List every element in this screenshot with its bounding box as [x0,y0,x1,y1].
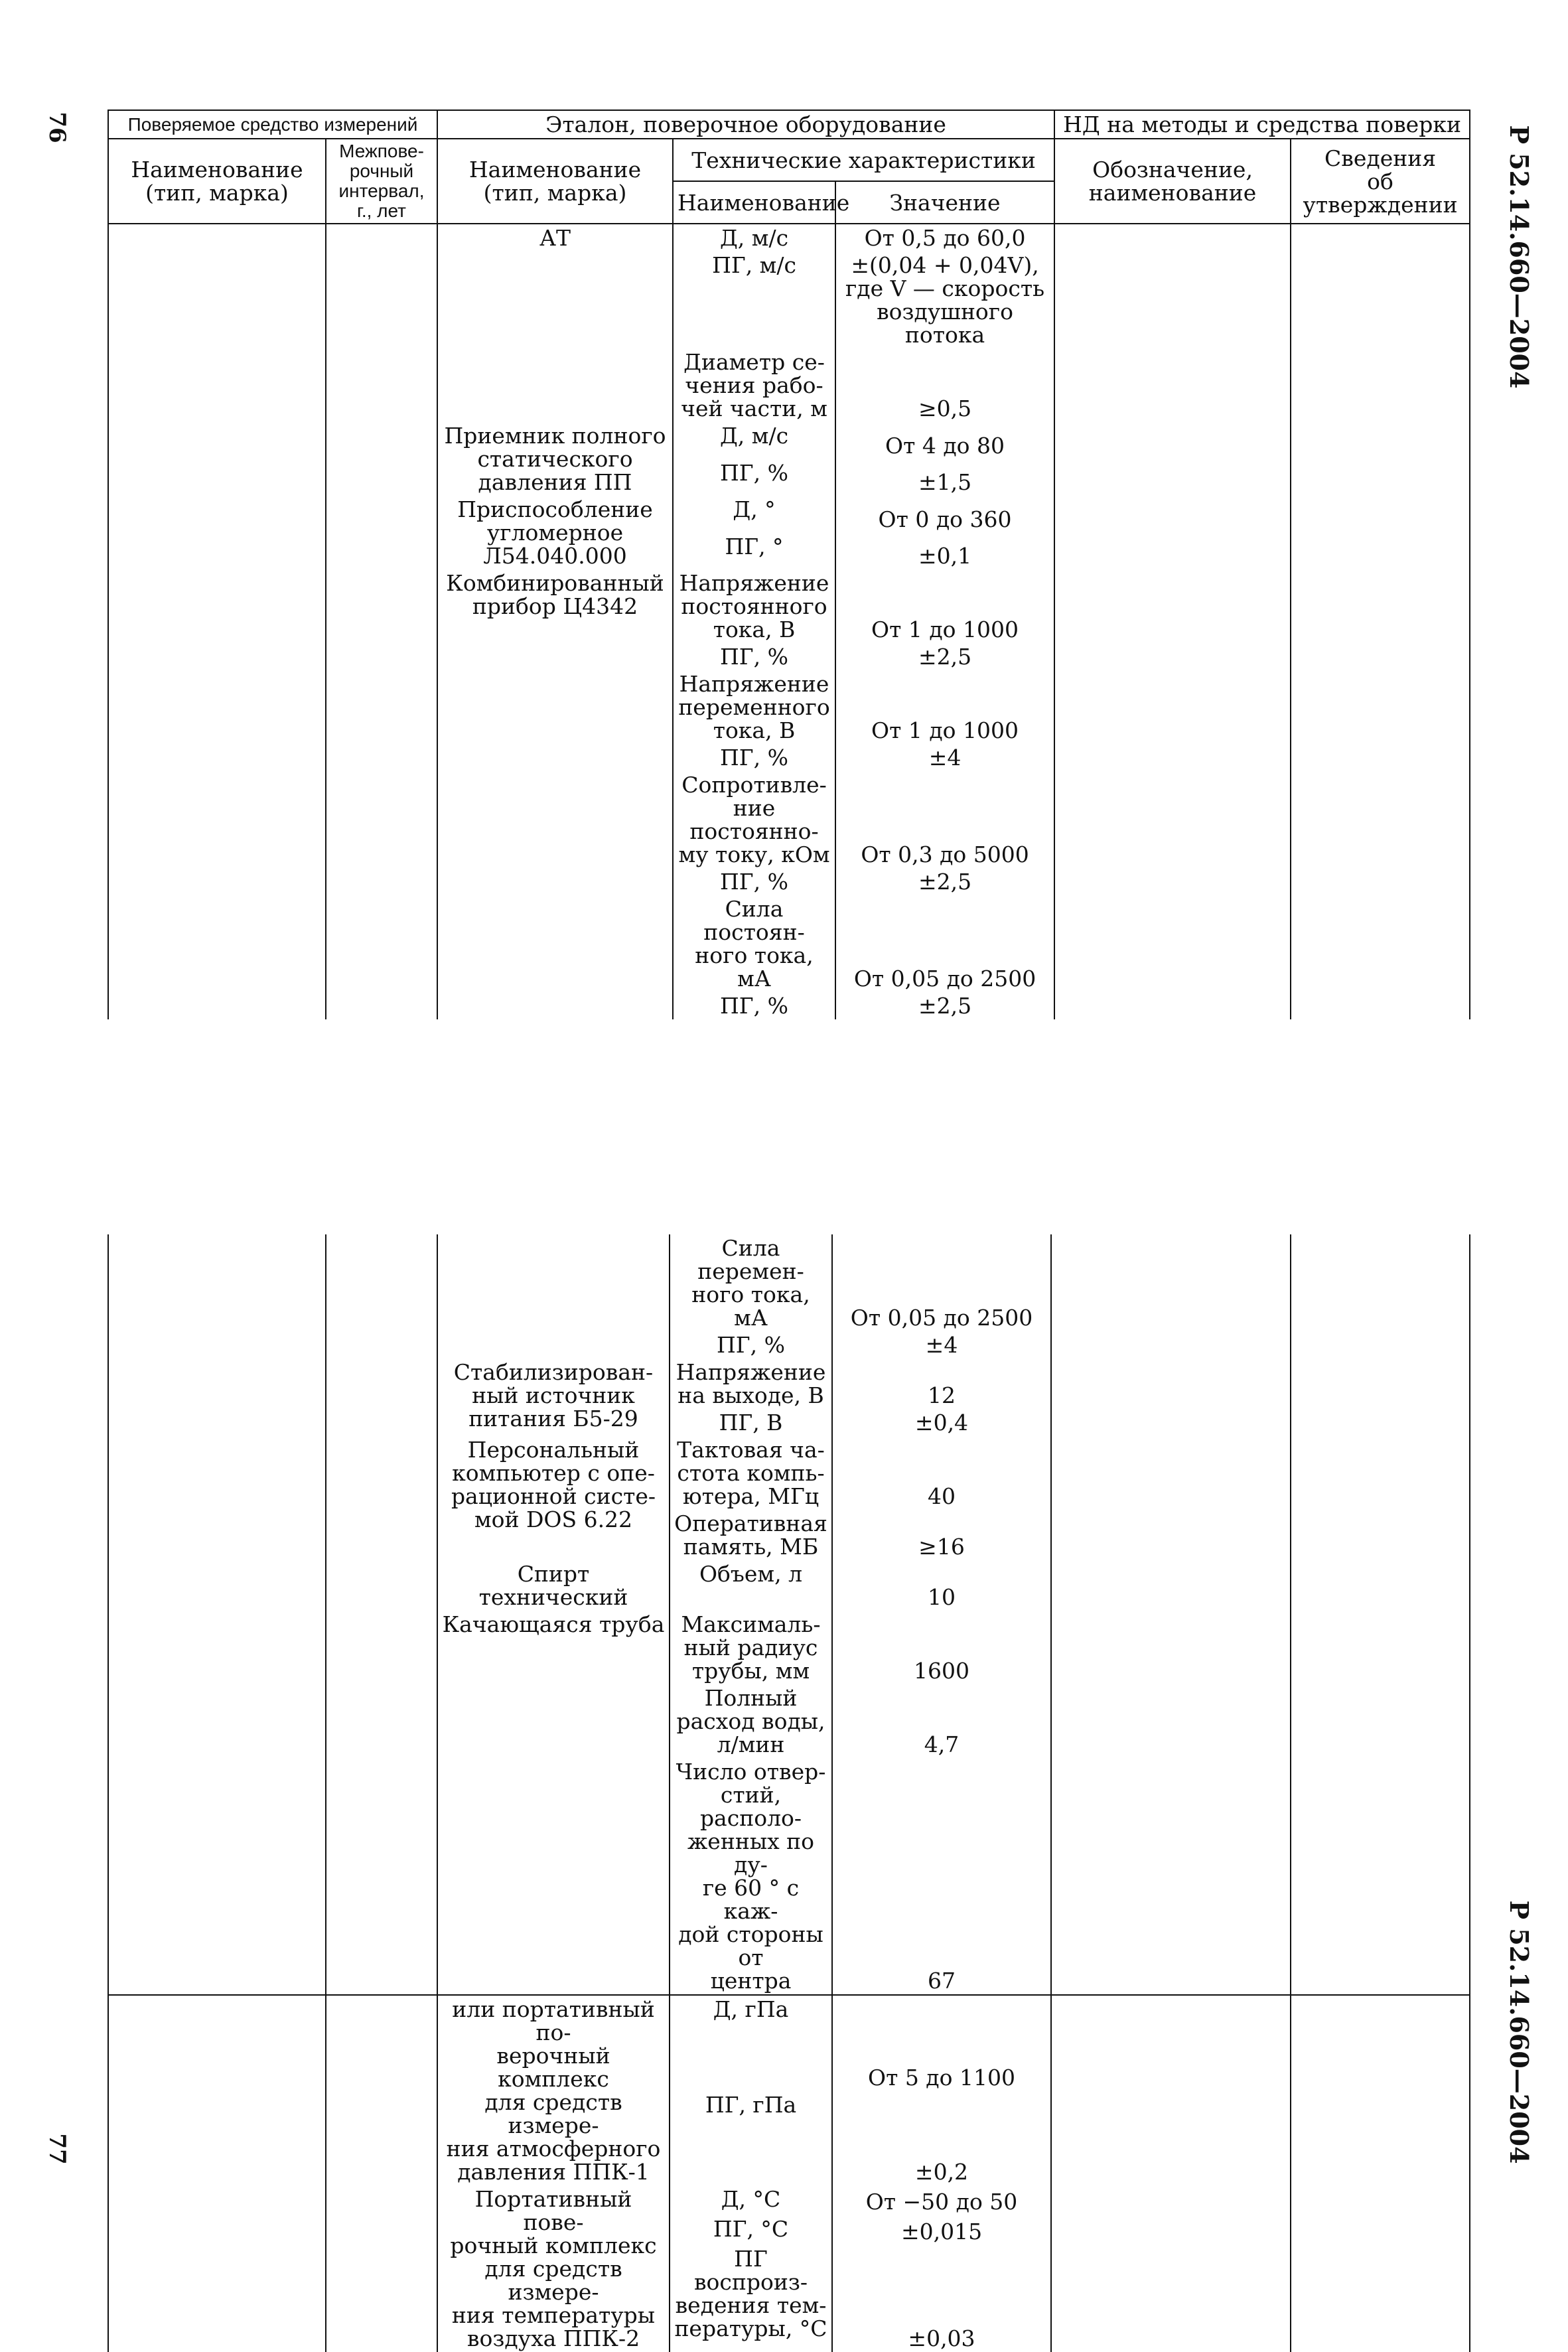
cell-nd-approval [1291,252,1470,348]
table-row [108,670,1470,744]
page-number-top: 76 [44,111,70,143]
cell-param-value: ±2,5 [835,868,1054,895]
header-interval: Межпове- рочный интервал, г., лет [326,139,437,224]
cell-standard-name: Качающаяся труба [437,1611,670,1995]
cell-param-value: ±2,5 [835,643,1054,670]
table-row [108,2185,1470,2215]
cell-standard-name: Комбинированный прибор Ц4342 [437,569,673,1019]
verification-table-lower [107,1234,1470,2352]
cell-nd-approval [1291,1359,1470,1409]
table-row [108,1510,1470,1560]
cell-nd-designation [1054,670,1291,744]
page-number-bottom: 77 [44,2133,70,2165]
header-name-type: Наименование (тип, марка) [108,139,326,224]
cell-nd-designation [1054,348,1291,422]
cell-param-name: Диаметр се- чения рабо- чей части, м [673,348,835,422]
table-row [108,868,1470,895]
cell-verified-name [108,224,326,252]
cell-param-value: ±0,1 [835,533,1054,570]
cell-nd-approval [1291,533,1470,570]
cell-nd-designation [1051,2091,1291,2185]
cell-nd-approval [1291,496,1470,533]
cell-interval [326,459,437,496]
table-row [108,1611,1470,1684]
table-row [108,1409,1470,1436]
cell-param-value: ±4 [835,744,1054,771]
cell-param-name: ПГ, м/с [673,252,835,348]
cell-nd-approval [1291,224,1470,252]
cell-standard-name: Спирт технический [437,1560,670,1611]
cell-param-name: Объем, л [670,1560,832,1611]
cell-standard-name: Приспособление угломерное Л54.040.000 [437,496,673,569]
cell-interval [326,348,437,422]
cell-param-value: От −50 до 50 [832,2185,1051,2215]
cell-param-value: От 0 до 360 [835,496,1054,533]
cell-nd-approval [1291,670,1470,744]
cell-interval [326,569,437,643]
cell-param-name: ПГ, °С [670,2215,832,2245]
cell-interval [326,422,437,459]
cell-nd-designation [1051,1331,1291,1359]
cell-param-name: Сопротивле- ние постоянно- му току, кОм [673,771,835,868]
cell-nd-designation [1054,643,1291,670]
cell-param-name: ПГ, % [673,459,835,496]
cell-verified-name [108,2215,326,2245]
cell-nd-approval [1291,2215,1470,2245]
cell-nd-designation [1051,1359,1291,1409]
cell-interval [326,771,437,868]
cell-param-name: Д, ° [673,496,835,533]
cell-nd-designation [1054,422,1291,459]
header-approval: Сведения об утверждении [1291,139,1470,224]
cell-nd-designation [1051,1684,1291,1758]
cell-verified-name [108,459,326,496]
cell-nd-approval [1291,1995,1470,2091]
cell-param-value: ±0,4 [832,1409,1051,1436]
table-body-upper [108,224,1470,1019]
cell-nd-approval [1291,459,1470,496]
cell-verified-name [108,1995,326,2091]
cell-nd-designation [1054,771,1291,868]
table-row [108,1560,1470,1611]
table-row [108,533,1470,570]
cell-nd-approval [1291,868,1470,895]
cell-param-name: Сила постоян- ного тока, мА [673,895,835,992]
cell-param-value: От 1 до 1000 [835,569,1054,643]
cell-nd-approval [1291,992,1470,1019]
cell-nd-approval [1291,1560,1470,1611]
table-row [108,1995,1470,2091]
doc-code-top: Р 52.14.660—2004 [1504,125,1534,389]
cell-verified-name [108,1758,326,1995]
cell-param-name: Тактовая ча- стота компь- ютера, МГц [670,1436,832,1510]
cell-interval [326,992,437,1019]
cell-param-value: ±(0,04 + 0,04V), где V — скорость воздушного потока [835,252,1054,348]
cell-nd-designation [1054,992,1291,1019]
cell-nd-approval [1291,895,1470,992]
cell-verified-name [108,643,326,670]
cell-nd-designation [1051,1436,1291,1510]
cell-verified-name [108,1684,326,1758]
cell-interval [326,895,437,992]
cell-interval [326,1611,437,1684]
cell-nd-designation [1051,1995,1291,2091]
cell-param-name: Д, °С [670,2185,832,2215]
cell-nd-approval [1291,744,1470,771]
cell-param-value: От 0,05 до 2500 [835,895,1054,992]
table-row [108,422,1470,459]
table-row [108,1359,1470,1409]
cell-param-value: 10 [832,1560,1051,1611]
cell-param-name: ПГ, % [673,992,835,1019]
cell-verified-name [108,1359,326,1409]
cell-param-name: ПГ, % [670,1331,832,1359]
cell-verified-name [108,771,326,868]
cell-param-value: От 5 до 1100 [832,1995,1051,2091]
table-row [108,2091,1470,2185]
table-row [108,895,1470,992]
cell-nd-approval [1291,1436,1470,1510]
cell-nd-approval [1291,348,1470,422]
cell-standard-name: или портативный по- верочный комплекс для средств измере- ния атмосферного давления ППК-1 [437,1995,670,2185]
cell-nd-approval [1291,1684,1470,1758]
cell-nd-approval [1291,1611,1470,1684]
cell-verified-name [108,252,326,348]
table-row [108,459,1470,496]
verification-table-upper [107,110,1470,1019]
cell-interval [326,1684,437,1758]
cell-nd-designation [1054,868,1291,895]
cell-param-name: ПГ, % [673,744,835,771]
cell-nd-designation [1051,1409,1291,1436]
cell-standard-name: Стабилизирован- ный источник питания Б5-29 [437,1359,670,1436]
table-row [108,348,1470,422]
table-row [108,2215,1470,2245]
cell-verified-name [108,496,326,533]
cell-nd-approval [1291,771,1470,868]
cell-nd-approval [1291,2185,1470,2215]
cell-param-value: ±4 [832,1331,1051,1359]
cell-nd-designation [1051,1510,1291,1560]
cell-verified-name [108,1409,326,1436]
cell-nd-designation [1054,252,1291,348]
cell-param-name: Сила перемен- ного тока, мА [670,1234,832,1331]
cell-nd-approval [1291,1409,1470,1436]
cell-interval [326,1331,437,1359]
doc-code-bottom: Р 52.14.660—2004 [1504,1900,1534,2164]
cell-param-name: ПГ, % [673,868,835,895]
cell-interval [326,2245,437,2352]
cell-param-name: ПГ, В [670,1409,832,1436]
cell-param-value: ≥0,5 [835,348,1054,422]
cell-nd-designation [1054,459,1291,496]
cell-interval [326,1436,437,1510]
cell-param-value: От 4 до 80 [835,422,1054,459]
header-tech-name: Наименование [673,181,835,224]
cell-param-name: ПГ, % [673,643,835,670]
cell-param-value: ±0,03 [832,2245,1051,2352]
cell-nd-designation [1051,2215,1291,2245]
cell-param-name: ПГ, гПа [670,2091,832,2185]
cell-nd-approval [1291,1331,1470,1359]
cell-verified-name [108,569,326,643]
table-row [108,224,1470,252]
cell-interval [326,2185,437,2215]
table-row [108,496,1470,533]
cell-verified-name [108,1560,326,1611]
cell-param-value: ±0,2 [832,2091,1051,2185]
table-row [108,1234,1470,1331]
cell-interval [326,643,437,670]
header-verified-instrument: Поверяемое средство измерений [108,110,437,139]
table-row [108,744,1470,771]
cell-nd-approval [1291,1758,1470,1995]
cell-param-value: От 0,3 до 5000 [835,771,1054,868]
cell-param-value: ±0,015 [832,2215,1051,2245]
cell-param-value: От 0,5 до 60,0 [835,224,1054,252]
cell-param-value: 67 [832,1758,1051,1995]
cell-interval [326,1510,437,1560]
cell-param-name: Напряжение переменного тока, В [673,670,835,744]
cell-verified-name [108,348,326,422]
cell-nd-designation [1051,2185,1291,2215]
cell-param-value: ≥16 [832,1510,1051,1560]
cell-param-name: Напряжение постоянного тока, В [673,569,835,643]
cell-param-value: От 1 до 1000 [835,670,1054,744]
table-row [108,771,1470,868]
header-nd: НД на методы и средства поверки [1054,110,1470,139]
cell-param-name: Д, м/с [673,224,835,252]
cell-interval [326,2215,437,2245]
table-row [108,1684,1470,1758]
table-row [108,992,1470,1019]
cell-interval [326,670,437,744]
cell-param-name: Напряжение на выходе, В [670,1359,832,1409]
cell-standard-name: Персональный компьютер с опе- рационной систе- мой DOS 6.22 [437,1436,670,1560]
cell-param-name: Полный расход воды, л/мин [670,1684,832,1758]
cell-param-name: ПГ воспроиз- ведения тем- пературы, °С [670,2245,832,2352]
cell-interval [326,224,437,252]
cell-param-name: Максималь- ный радиус трубы, мм [670,1611,832,1684]
cell-nd-approval [1291,2091,1470,2185]
table-block-upper [107,110,1469,1019]
cell-nd-designation [1051,1560,1291,1611]
cell-param-name: ПГ, ° [673,533,835,570]
cell-interval [326,1758,437,1995]
cell-param-name: Число отвер- стий, располо- женных по ду- ге 60 ° с каж- дой стороны от центра [670,1758,832,1995]
cell-verified-name [108,744,326,771]
cell-param-value: ±2,5 [835,992,1054,1019]
cell-param-value: ±1,5 [835,459,1054,496]
cell-verified-name [108,895,326,992]
cell-verified-name [108,2185,326,2215]
header-tech-chars: Технические характеристики [673,139,1054,181]
cell-verified-name [108,1611,326,1684]
cell-nd-designation [1054,224,1291,252]
cell-param-value: От 0,05 до 2500 [832,1234,1051,1331]
cell-interval [326,744,437,771]
table-body-lower [108,1234,1470,2352]
cell-verified-name [108,1331,326,1359]
cell-verified-name [108,670,326,744]
cell-verified-name [108,533,326,570]
cell-verified-name [108,868,326,895]
cell-nd-approval [1291,2245,1470,2352]
cell-interval [326,533,437,570]
table-row [108,643,1470,670]
cell-param-value: 12 [832,1359,1051,1409]
cell-param-name: Оперативная память, МБ [670,1510,832,1560]
cell-nd-designation [1051,1758,1291,1995]
cell-param-name: Д, гПа [670,1995,832,2091]
table-block-lower [107,1234,1469,2352]
cell-param-name: Д, м/с [673,422,835,459]
cell-standard-name [437,1234,670,1359]
table-row [108,1436,1470,1510]
cell-interval [326,1359,437,1409]
header-standard-equipment: Эталон, поверочное оборудование [437,110,1054,139]
cell-nd-approval [1291,1510,1470,1560]
cell-verified-name [108,1510,326,1560]
cell-nd-designation [1054,744,1291,771]
header-std-name: Наименование (тип, марка) [437,139,673,224]
cell-nd-designation [1054,496,1291,533]
cell-nd-designation [1051,1234,1291,1331]
cell-nd-approval [1291,422,1470,459]
cell-nd-approval [1291,643,1470,670]
cell-interval [326,1234,437,1331]
header-designation: Обозначение, наименование [1054,139,1291,224]
cell-param-value: 1600 [832,1611,1051,1684]
cell-interval [326,496,437,533]
cell-nd-designation [1051,2245,1291,2352]
table-row [108,2245,1470,2352]
cell-verified-name [108,422,326,459]
table-row [108,569,1470,643]
cell-verified-name [108,1234,326,1331]
cell-nd-approval [1291,569,1470,643]
cell-standard-name: Приемник полного статического давления ПП [437,422,673,496]
cell-nd-approval [1291,1234,1470,1331]
cell-verified-name [108,1436,326,1510]
cell-verified-name [108,2245,326,2352]
cell-nd-designation [1054,533,1291,570]
cell-interval [326,1409,437,1436]
table-row [108,252,1470,348]
cell-interval [326,252,437,348]
cell-verified-name [108,992,326,1019]
table-row [108,1331,1470,1359]
cell-nd-designation [1054,569,1291,643]
cell-standard-name: Портативный пове- рочный комплекс для средств измере- ния температуры воздуха ППК-2 [437,2185,670,2352]
cell-interval [326,1995,437,2091]
cell-nd-designation [1051,1611,1291,1684]
cell-nd-designation [1054,895,1291,992]
cell-param-value: 40 [832,1436,1051,1510]
cell-param-value: 4,7 [832,1684,1051,1758]
header-tech-value: Значение [835,181,1054,224]
cell-standard-name: АТ [437,224,673,422]
cell-verified-name [108,2091,326,2185]
cell-interval [326,868,437,895]
cell-interval [326,1560,437,1611]
table-row [108,1758,1470,1995]
cell-interval [326,2091,437,2185]
